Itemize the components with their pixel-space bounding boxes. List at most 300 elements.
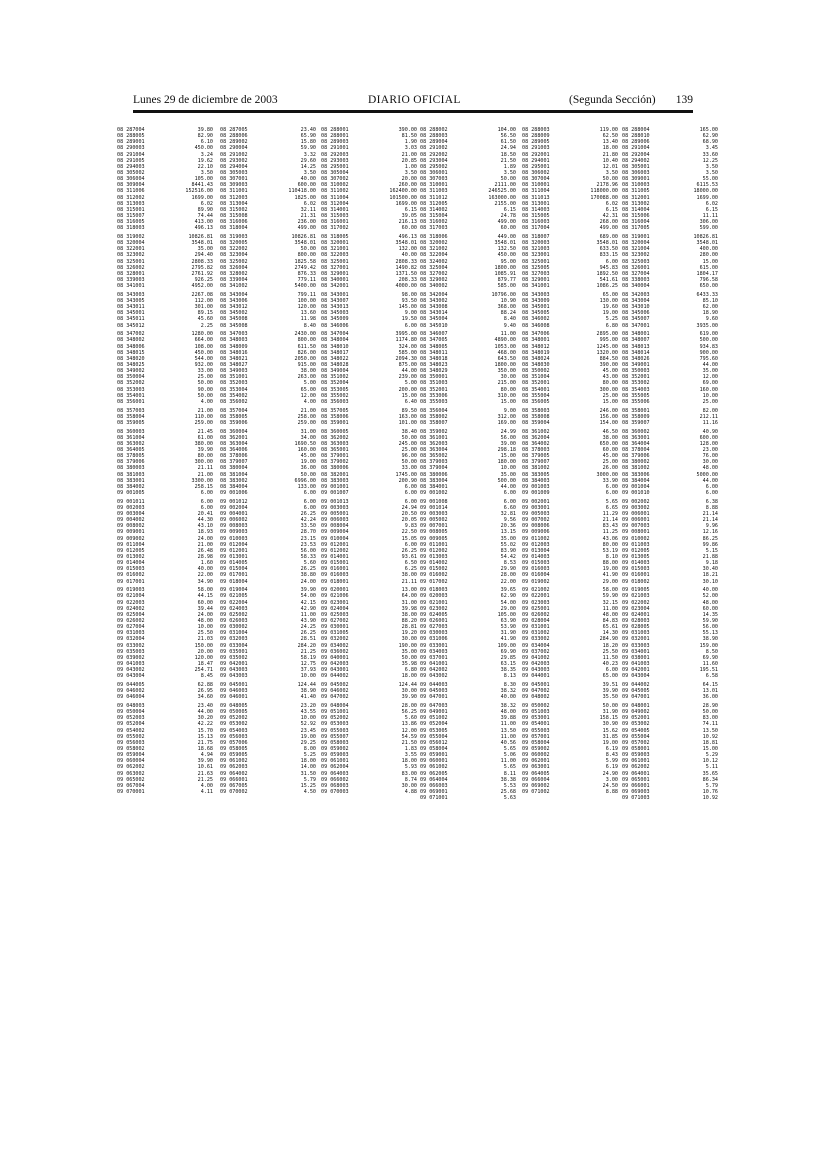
tariff-value: 50.00	[702, 709, 718, 716]
tariff-code: 09 009002	[117, 535, 145, 542]
tariff-code: 09 048003	[117, 703, 145, 709]
tariff-code: 08 358009	[622, 413, 650, 420]
tariff-value: 99.86	[702, 541, 718, 548]
tariff-value: 6.58	[705, 673, 718, 680]
tariff-value: 52.92	[300, 721, 316, 728]
tariff-value: 21.63	[197, 770, 213, 777]
tariff-code: 09 052004	[420, 721, 448, 728]
tariff-value: 6.00	[605, 483, 618, 490]
tariff-value: 42.15	[300, 599, 316, 606]
tariff-code: 08 323002	[117, 252, 145, 259]
tariff-value: 110418.00	[288, 188, 316, 195]
tariff-value: 544.00	[194, 355, 213, 362]
tariff-code: 08 291004	[622, 145, 650, 152]
tariff-value: 215.00	[497, 380, 516, 387]
tariff-code: 08 306002	[522, 169, 550, 176]
tariff-value: 89.15	[197, 310, 213, 317]
tariff-code: 08 355004	[522, 392, 550, 399]
tariff-value: 21.25	[300, 648, 316, 655]
tariff-code: 08 381002	[522, 465, 550, 472]
tariff-value: 33.90	[602, 477, 618, 484]
tariff-value: 13.60	[300, 310, 316, 317]
tariff-value: 6.80	[404, 667, 417, 674]
tariff-code: 09 008006	[522, 523, 550, 530]
tariff-value: 254.71	[194, 667, 213, 674]
tariff-code: 08 348019	[522, 349, 550, 356]
table-row	[622, 323, 718, 329]
tariff-code: 08 295002	[420, 163, 448, 170]
tariff-code: 09 001010	[622, 489, 650, 496]
tariff-code: 08 378005	[117, 453, 145, 460]
tariff-value: 44.00	[702, 477, 718, 484]
tariff-value: 11.50	[602, 654, 618, 661]
tariff-value: 1892.50	[596, 270, 618, 277]
tariff-code: 09 064004	[420, 776, 448, 783]
tariff-value: 163000.00	[488, 194, 516, 201]
tariff-value: 156.00	[599, 413, 618, 420]
tariff-value: 3.00	[605, 776, 618, 783]
tariff-code: 08 362001	[220, 434, 248, 441]
tariff-value: 39.80	[197, 127, 213, 133]
tariff-value: 21.75	[197, 739, 213, 746]
tariff-value: 6.60	[503, 504, 516, 511]
tariff-value: 89.50	[401, 407, 417, 414]
tariff-value: 81.50	[401, 133, 417, 140]
tariff-code: 09 053005	[420, 727, 448, 734]
tariff-code: 08 320003	[522, 240, 550, 247]
tariff-code: 09 059005	[220, 752, 248, 759]
tariff-value: 643.50	[497, 355, 516, 362]
table-row	[420, 579, 516, 585]
tariff-code: 08 345001	[522, 304, 550, 311]
tariff-code: 09 035001	[220, 648, 248, 655]
tariff-code: 08 294003	[117, 163, 145, 170]
tariff-code: 08 325004	[420, 264, 448, 271]
tariff-value: 5.63	[503, 795, 516, 802]
tariff-code: 08 345007	[622, 316, 650, 323]
tariff-code: 08 359001	[321, 419, 349, 426]
tariff-value: 13.86	[401, 721, 417, 728]
tariff-value: 55.13	[702, 630, 718, 637]
tariff-code: 08 310001	[420, 182, 448, 189]
tariff-code: 08 316005	[117, 219, 145, 226]
table-row	[622, 694, 718, 700]
tariff-code: 09 045001	[522, 681, 550, 688]
tariff-value: 6.15	[605, 206, 618, 213]
tariff-value: 6.00	[404, 498, 417, 505]
tariff-value: 300.00	[194, 459, 213, 466]
tariff-code: 09 043003	[220, 673, 248, 680]
tariff-code: 09 058001	[622, 745, 650, 752]
tariff-code: 09 058003	[321, 739, 349, 746]
tariff-code: 08 318006	[420, 233, 448, 240]
tariff-code: 09 009001	[117, 529, 145, 536]
table-row	[321, 420, 417, 426]
table-row	[117, 490, 213, 496]
table-row	[117, 399, 213, 405]
tariff-code: 08 320004	[117, 240, 145, 247]
tariff-code: 08 343003	[522, 291, 550, 298]
tariff-code: 08 325002	[220, 258, 248, 265]
tariff-code: 08 348010	[321, 343, 349, 350]
tariff-code: 08 309001	[622, 176, 650, 183]
tariff-value: 6.02	[303, 200, 316, 207]
tariff-value: 15.00	[602, 398, 618, 405]
tariff-value: 25.00	[197, 374, 213, 381]
tariff-value: 85.10	[702, 297, 718, 304]
tariff-code: 09 031006	[420, 636, 448, 643]
tariff-value: 33.50	[300, 523, 316, 530]
tariff-value: 65.00	[602, 291, 618, 298]
tariff-value: 28.98	[197, 553, 213, 560]
tariff-value: 26.25	[401, 547, 417, 554]
tariff-value: 10826.81	[693, 233, 718, 240]
tariff-value: 15.25	[300, 782, 316, 789]
tariff-value: 18.20	[602, 642, 618, 649]
tariff-code: 08 358006	[321, 413, 349, 420]
tariff-code: 09 055007	[321, 733, 349, 740]
tariff-value: 50.00	[197, 392, 213, 399]
tariff-code: 09 035003	[117, 648, 145, 655]
tariff-code: 09 065002	[117, 776, 145, 783]
tariff-code: 08 321003	[522, 246, 550, 253]
tariff-value: 800.00	[297, 337, 316, 344]
header-rule	[133, 110, 693, 113]
tariff-code: 08 363004	[220, 440, 248, 447]
tariff-value: 875.00	[398, 361, 417, 368]
tariff-code: 09 062002	[622, 764, 650, 771]
table-column	[622, 127, 718, 801]
tariff-value: 128.00	[699, 440, 718, 447]
tariff-code: 08 356001	[117, 398, 145, 405]
table-row	[220, 420, 316, 426]
tariff-value: 6.00	[605, 258, 618, 265]
tariff-code: 09 002003	[117, 504, 145, 511]
tariff-value: 35.98	[401, 660, 417, 667]
tariff-value: 163.00	[398, 413, 417, 420]
tariff-value: 53.19	[602, 547, 618, 554]
tariff-code: 08 363004	[420, 447, 448, 453]
tariff-code: 08 381004	[220, 471, 248, 478]
tariff-code: 08 361001	[420, 434, 448, 441]
tariff-code: 08 348028	[321, 361, 349, 368]
tariff-value: 82.00	[702, 407, 718, 414]
tariff-value: 11.00	[500, 733, 516, 740]
tariff-code: 08 348003	[220, 337, 248, 344]
tariff-value: 20.50	[401, 511, 417, 517]
tariff-value: 89.90	[197, 206, 213, 213]
tariff-value: 65.00	[300, 386, 316, 393]
tariff-value: 39.00	[500, 440, 516, 447]
tariff-code: 09 002002	[622, 498, 650, 505]
tariff-value: 10826.81	[188, 233, 213, 240]
tariff-code: 09 053001	[522, 715, 550, 722]
tariff-value: 2094.30	[395, 355, 417, 362]
tariff-code: 08 381002	[622, 465, 650, 472]
tariff-code: 09 008001	[622, 529, 650, 536]
tariff-value: 11.16	[702, 419, 718, 426]
tariff-value: 19.00	[602, 739, 618, 746]
table-column	[420, 127, 516, 801]
tariff-code: 09 014002	[420, 560, 448, 567]
tariff-code: 09 001008	[420, 498, 448, 505]
tariff-code: 09 028005	[622, 624, 650, 631]
tariff-value: 1699.00	[191, 194, 213, 201]
tariff-value: 18.00	[300, 758, 316, 765]
tariff-value: 120.00	[297, 304, 316, 311]
tariff-value: 56.00	[500, 434, 516, 441]
tariff-value: 2.25	[200, 322, 213, 329]
tariff-value: 1745.00	[395, 471, 417, 478]
tariff-code: 09 046002	[321, 688, 349, 695]
tariff-code: 09 009005	[420, 535, 448, 542]
tariff-value: 5.60	[303, 560, 316, 567]
tariff-value: 236.00	[297, 219, 316, 226]
tariff-code: 09 015004	[220, 566, 248, 573]
tariff-code: 08 313001	[522, 200, 550, 207]
tariff-code: 08 360004	[220, 428, 248, 435]
tariff-code: 09 021005	[220, 593, 248, 600]
tariff-code: 08 311004	[522, 188, 550, 195]
tariff-code: 09 054001	[522, 721, 550, 728]
table-row	[117, 673, 213, 679]
tariff-value: 36.00	[300, 465, 316, 472]
tariff-value: 208.33	[398, 276, 417, 283]
tariff-code: 08 325001	[321, 258, 349, 265]
tariff-code: 08 348017	[321, 349, 349, 356]
tariff-code: 08 315008	[220, 212, 248, 219]
table-row	[622, 795, 718, 801]
tariff-code: 09 013004	[522, 547, 550, 554]
table-row	[321, 579, 417, 585]
tariff-value: 14.00	[300, 764, 316, 771]
tariff-value: 6.00	[503, 498, 516, 505]
tariff-code: 08 323001	[522, 252, 550, 259]
tariff-code: 09 051001	[321, 709, 349, 716]
tariff-value: 25.50	[197, 630, 213, 637]
tariff-code: 09 001005	[117, 489, 145, 496]
tariff-code: 08 358002	[420, 413, 448, 420]
tariff-code: 08 288003	[522, 127, 550, 133]
tariff-value: 3.24	[200, 151, 213, 158]
tariff-value: 6.00	[404, 541, 417, 548]
tariff-code: 08 322002	[220, 246, 248, 253]
tariff-value: 3.50	[303, 169, 316, 176]
tariff-value: 109.00	[497, 642, 516, 649]
tariff-code: 08 339003	[117, 276, 145, 283]
tariff-code: 08 359004	[522, 419, 550, 426]
tariff-value: 15.00	[702, 745, 718, 752]
table-row	[522, 323, 618, 329]
tariff-code: 08 348023	[420, 361, 448, 368]
tariff-value: 38.00	[401, 572, 417, 579]
tariff-code: 09 024004	[321, 605, 349, 612]
tariff-code: 08 358008	[522, 413, 550, 420]
table-row	[220, 323, 316, 329]
tariff-code: 09 044001	[522, 673, 550, 680]
tariff-value: 44.00	[702, 361, 718, 368]
tariff-value: 124.44	[398, 681, 417, 688]
tariff-code: 08 305001	[622, 163, 650, 170]
tariff-value: 6.00	[404, 489, 417, 496]
tariff-code: 08 349004	[321, 368, 349, 375]
tariff-code: 08 356002	[220, 398, 248, 405]
tariff-value: 12.00	[300, 392, 316, 399]
tariff-value: 216.13	[398, 219, 417, 226]
tariff-code: 09 052003	[117, 715, 145, 722]
tariff-value: 306.00	[699, 219, 718, 226]
tariff-code: 09 032002	[321, 636, 349, 643]
tariff-code: 09 055004	[420, 733, 448, 740]
table-row	[522, 420, 618, 426]
tariff-code: 08 355003	[420, 398, 448, 405]
tariff-code: 08 327001	[321, 264, 349, 271]
tariff-code: 09 043004	[622, 673, 650, 680]
tariff-code: 08 347005	[420, 337, 448, 344]
tariff-value: 1086.25	[596, 283, 618, 290]
tariff-code: 09 037002	[522, 648, 550, 655]
tariff-value: 30.00	[500, 374, 516, 381]
table-row	[622, 225, 718, 231]
tariff-value: 38.00	[602, 434, 618, 441]
tariff-code: 09 044002	[321, 673, 349, 680]
tariff-value: 41.90	[500, 636, 516, 643]
tariff-value: 19.00	[300, 459, 316, 466]
tariff-code: 08 317002	[321, 225, 349, 232]
tariff-value: 3548.01	[395, 240, 417, 247]
tariff-code: 08 348011	[420, 349, 448, 356]
tariff-value: 48.00	[500, 709, 516, 716]
tariff-code: 08 311001	[220, 188, 248, 195]
tariff-value: 2795.82	[191, 264, 213, 271]
tariff-value: 833.15	[599, 252, 618, 259]
tariff-code: 09 006001	[622, 517, 650, 524]
tariff-code: 08 348020	[117, 355, 145, 362]
tariff-code: 08 384003	[522, 477, 550, 484]
tariff-value: 9.96	[705, 523, 718, 530]
tariff-code: 09 005001	[321, 511, 349, 517]
tariff-code: 08 347002	[117, 331, 145, 338]
tariff-code: 08 359002	[420, 428, 448, 435]
tariff-code: 09 066003	[420, 782, 448, 789]
tariff-code: 09 013005	[622, 553, 650, 560]
tariff-code: 08 346007	[420, 331, 448, 338]
tariff-value: 6.15	[404, 206, 417, 213]
tariff-code: 09 012005	[622, 547, 650, 554]
tariff-code: 08 345002	[220, 310, 248, 317]
tariff-value: 69.00	[702, 380, 718, 387]
tariff-value: 6.00	[503, 489, 516, 496]
page-header	[133, 94, 693, 110]
tariff-code: 09 011004	[117, 541, 145, 548]
tariff-code: 08 327002	[420, 270, 448, 277]
tariff-code: 09 012002	[321, 547, 349, 554]
tariff-code: 09 055002	[117, 733, 145, 740]
tariff-code: 08 348013	[622, 343, 650, 350]
tariff-value: 15.05	[401, 535, 417, 542]
tariff-code: 09 026003	[220, 617, 248, 624]
tariff-value: 11.00	[300, 611, 316, 618]
tariff-value: 5.99	[605, 758, 618, 765]
tariff-code: 08 357004	[220, 407, 248, 414]
tariff-code: 08 364002	[522, 440, 550, 447]
tariff-code: 08 293002	[220, 157, 248, 164]
tariff-code: 09 059004	[117, 752, 145, 759]
tariff-code: 09 052004	[117, 721, 145, 728]
tariff-value: 18.47	[197, 660, 213, 667]
tariff-value: 6.19	[605, 764, 618, 771]
tariff-value: 611.50	[297, 343, 316, 350]
tariff-value: 83.00	[702, 715, 718, 722]
tariff-value: 1825.58	[294, 258, 316, 265]
tariff-value: 9.00	[404, 310, 417, 317]
tariff-code: 09 014004	[117, 560, 145, 567]
tariff-code: 09 045003	[420, 688, 448, 695]
tariff-value: 45.00	[602, 453, 618, 460]
tariff-code: 09 016001	[321, 566, 349, 573]
tariff-code: 08 348014	[622, 349, 650, 356]
tariff-value: 11.29	[602, 511, 618, 517]
tariff-value: 380.00	[194, 440, 213, 447]
tariff-value: 15.00	[401, 392, 417, 399]
tariff-value: 14.35	[702, 611, 718, 618]
tariff-value: 30.00	[401, 636, 417, 643]
tariff-code: 09 006001	[622, 511, 650, 517]
tariff-value: 1053.00	[494, 343, 516, 350]
tariff-code: 08 319001	[622, 233, 650, 240]
tariff-code: 08 383004	[420, 477, 448, 484]
tariff-code: 09 016003	[522, 566, 550, 573]
tariff-code: 08 307001	[220, 176, 248, 183]
tariff-code: 08 306001	[420, 169, 448, 176]
tariff-value: 28.70	[300, 529, 316, 536]
tariff-value: 61.50	[500, 139, 516, 146]
table-row	[117, 694, 213, 700]
tariff-value: 42.31	[602, 212, 618, 219]
tariff-value: 30.00	[401, 688, 417, 695]
tariff-value: 3.50	[705, 163, 718, 170]
tariff-code: 08 307003	[420, 176, 448, 183]
table-row	[117, 789, 213, 795]
table-row	[420, 323, 516, 329]
tariff-code: 08 289002	[220, 139, 248, 146]
tariff-code: 09 064002	[220, 770, 248, 777]
tariff-value: 12.01	[602, 163, 618, 170]
tariff-code: 09 053003	[321, 721, 349, 728]
tariff-value: 60.00	[500, 225, 516, 232]
tariff-value: 32.11	[300, 206, 316, 213]
tariff-value: 65.00	[602, 673, 618, 680]
tariff-value: 500.00	[497, 477, 516, 484]
tariff-code: 09 047003	[420, 703, 448, 709]
tariff-value: 38.90	[702, 636, 718, 643]
tariff-value: 8.74	[404, 776, 417, 783]
tariff-code: 09 031002	[522, 630, 550, 637]
tariff-value: 13.01	[702, 688, 718, 695]
tariff-value: 2808.33	[395, 258, 417, 265]
tariff-code: 08 314002	[420, 206, 448, 213]
tariff-value: 13.50	[500, 727, 516, 734]
tariff-code: 08 295001	[522, 163, 550, 170]
tariff-code: 08 384004	[220, 483, 248, 490]
tariff-code: 09 062003	[220, 764, 248, 771]
tariff-value: 4890.00	[494, 337, 516, 344]
tariff-code: 08 306003	[622, 169, 650, 176]
tariff-value: 20.00	[401, 176, 417, 183]
tariff-code: 08 359007	[622, 419, 650, 426]
tariff-code: 08 311003	[420, 188, 448, 195]
tariff-value: 54.00	[500, 599, 516, 606]
